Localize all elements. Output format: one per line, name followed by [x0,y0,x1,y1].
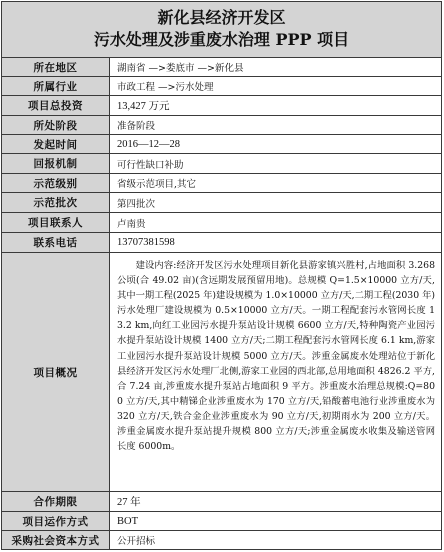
value-contact-phone: 13707381598 [117,237,175,248]
value-launch-date: 2016—12—28 [117,138,180,150]
value-cooperation-period: 27 年 [117,497,141,508]
project-info-table [1,1,442,550]
value-demo-batch: 第四批次 [117,198,156,210]
title-line-1: 新化县经济开发区 [157,8,286,27]
label-contact-phone: 联系电话 [2,233,110,252]
row-return-mechanism [2,154,441,174]
label-demo-batch: 示范批次 [2,193,110,212]
value-return-mechanism: 可行性缺口补助 [117,159,184,171]
value-procurement-method: 公开招标 [117,536,156,547]
label-stage: 所处阶段 [2,116,110,134]
value-contact-person: 卢南贵 [117,218,146,230]
row-procurement-method [2,531,441,549]
row-contact-phone [2,233,441,253]
value-total-investment: 13,427 万元 [117,101,170,112]
row-contact-person [2,213,441,233]
label-return-mechanism: 回报机制 [2,154,110,173]
row-overview [2,253,441,492]
value-demo-level: 省级示范项目,其它 [117,179,197,190]
label-launch-date: 发起时间 [2,135,110,153]
value-stage: 准备阶段 [117,121,156,132]
label-demo-level: 示范级别 [2,174,110,192]
row-demo-batch [2,193,441,213]
value-region: 湖南省 —>娄底市 —>新化县 [117,63,244,74]
table-title [2,2,441,58]
row-launch-date [2,135,441,154]
label-overview: 项目概况 [2,253,110,491]
row-operation-mode [2,512,441,531]
row-demo-level [2,174,441,193]
row-industry [2,77,441,96]
label-region: 所在地区 [2,58,110,76]
title-line-2: 污水处理及涉重废水治理 PPP 项目 [93,30,350,49]
row-stage [2,116,441,135]
value-industry: 市政工程 —>污水处理 [117,82,214,93]
label-cooperation-period: 合作期限 [2,492,110,511]
label-total-investment: 项目总投资 [2,96,110,115]
row-region [2,58,441,77]
row-cooperation-period [2,492,441,512]
value-operation-mode: BOT [117,515,138,527]
label-contact-person: 项目联系人 [2,213,110,232]
label-industry: 所属行业 [2,77,110,95]
value-overview: 建设内容:经济开发区污水处理项目新化县游家镇兴胜村,占地面积 3.268 公顷(合 49.02 亩)(含远期发展预留用地)。总规模 Q=1.5×10000 立方/天,其中一期工程(2025 年)建设规模为 1.0×10000 立方/天,二期工程(2030 年)污水处理厂建设规模为 0.5×10000 立方/天。一期工程配套污水管网长度 13.2 km,向红工业园污水提升泵站设计规模 6600 立方/天,特种陶瓷产业园污水提升泵站设计规模 1400 立方/天;二期工程配套污水管网长度 6.1 km,游家工业园污水提升泵站设计规模 5000 立方/天。涉重金属废水处理站位于新化县经济开发区污水处理厂北侧,游家工业园的西北部,总用地面积 4826.2 平方,合 7.24 亩,涉重废水提升泵站占地面积 9 平方。涉重废水治理总规模:Q=800 立方/天,其中精锑企业涉重废水为 170 立方/天,铅酸蓄电池行业涉重废水为 320 立方/天,铁合金企业涉重废水为 90 立方/天,初期雨水为 200 立方/天。涉重金属废水提升泵站提升规模 800 立方/天;涉重金属废水收集及输送管网长度 6000m。 [117,260,435,453]
label-operation-mode: 项目运作方式 [2,512,110,530]
row-total-investment [2,96,441,116]
label-procurement-method: 采购社会资本方式 [2,531,110,549]
